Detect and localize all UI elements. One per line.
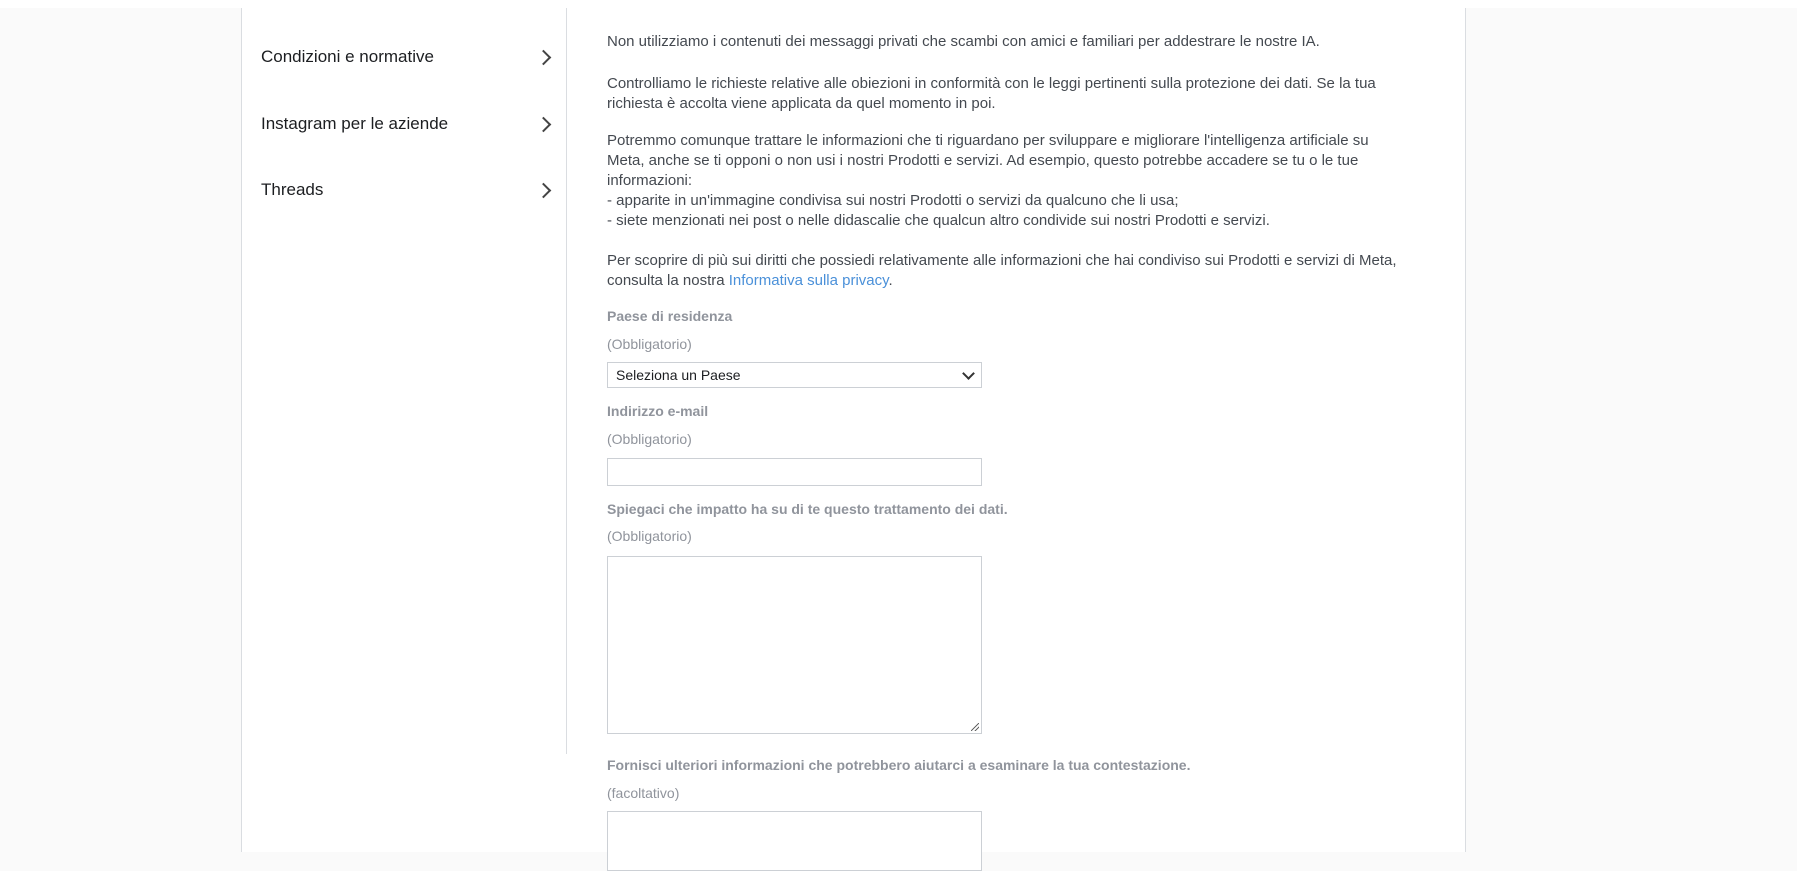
- chevron-right-icon: [536, 182, 552, 198]
- paragraph-processing: [607, 131, 1407, 231]
- chevron-right-icon: [536, 49, 552, 65]
- country-label: Paese di residenza: [607, 308, 733, 324]
- chevron-down-icon: [962, 367, 975, 380]
- email-required: (Obbligatorio): [607, 431, 692, 447]
- sidebar-item-label: Threads: [261, 180, 324, 199]
- chevron-right-icon: [536, 116, 552, 132]
- privacy-policy-link[interactable]: Informativa sulla privacy: [728, 272, 889, 289]
- sidebar-divider: [566, 8, 567, 754]
- impact-required: (Obbligatorio): [607, 528, 692, 544]
- sidebar-item-threads[interactable]: [261, 175, 561, 205]
- extra-info-textarea[interactable]: [607, 811, 982, 871]
- country-required: (Obbligatorio): [607, 336, 692, 352]
- resize-handle-icon[interactable]: [971, 723, 979, 731]
- paragraph-text: Potremmo comunque trattare le informazioni che ti riguardano per sviluppare e migliorare l'intelligenza artificiale su Meta, anche se ti opponi o non usi i nostri Prodotti e servizi. Ad esempio, questo potrebbe accadere se tu o le tue informazioni:: [607, 132, 1369, 189]
- impact-label: Spiegaci che impatto ha su di te questo trattamento dei dati.: [607, 501, 1008, 517]
- sidebar-item-condizioni[interactable]: [261, 42, 561, 72]
- extra-info-optional: (facoltativo): [607, 785, 680, 801]
- email-field[interactable]: [607, 458, 982, 486]
- paragraph-text: Per scoprire di più sui diritti che possiedi relativamente alle informazioni che hai condiviso sui Prodotti e servizi di Meta, consulta la nostra: [607, 252, 1397, 289]
- extra-info-label: Fornisci ulteriori informazioni che potrebbero aiutarci a esaminare la tua contestazione.: [607, 757, 1191, 773]
- country-select-value: Seleziona un Paese: [616, 367, 741, 383]
- bullet-item: - siete menzionati nei post o nelle didascalie che qualcun altro condivide sui nostri Prodotti e servizi.: [607, 212, 1270, 229]
- paragraph-rights: [607, 251, 1407, 291]
- sidebar-item-instagram-aziende[interactable]: [261, 109, 561, 139]
- sidebar-item-label: Instagram per le aziende: [261, 114, 449, 133]
- paragraph-objections: Controlliamo le richieste relative alle obiezioni in conformità con le leggi pertinenti sulla protezione dei dati. Se la tua richiesta è accolta viene applicata da quel momento in poi.: [607, 75, 1376, 112]
- email-label: Indirizzo e-mail: [607, 403, 709, 419]
- impact-textarea[interactable]: [607, 556, 982, 734]
- bullet-item: - apparite in un'immagine condivisa sui nostri Prodotti o servizi da qualcuno che li usa;: [607, 192, 1179, 209]
- paragraph-messages: Non utilizziamo i contenuti dei messaggi privati che scambi con amici e familiari per addestrare le nostre IA.: [607, 33, 1320, 50]
- top-strip: [0, 0, 1797, 8]
- sidebar-item-label: Condizioni e normative: [261, 47, 434, 66]
- country-select[interactable]: [607, 362, 982, 388]
- paragraph-end: .: [888, 272, 893, 289]
